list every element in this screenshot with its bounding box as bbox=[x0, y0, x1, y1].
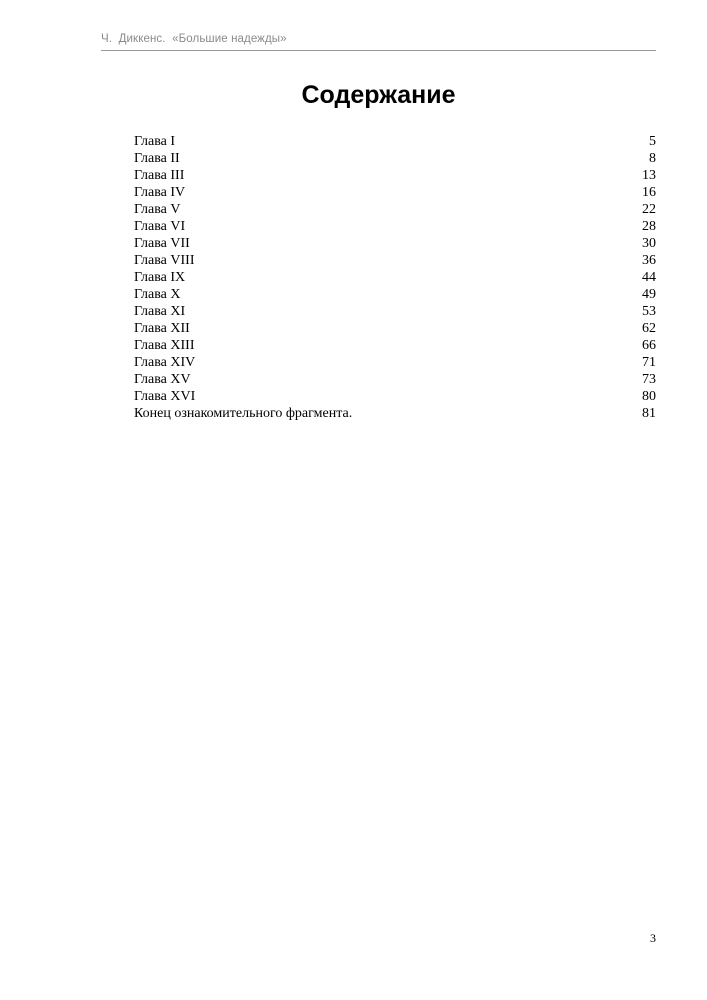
page-title: Содержание bbox=[301, 81, 456, 109]
page-number: 3 bbox=[650, 931, 656, 945]
toc-entry-page: 62 bbox=[642, 321, 656, 336]
header-divider bbox=[101, 50, 656, 51]
toc-entry-page: 44 bbox=[642, 270, 656, 285]
toc-entry-page: 66 bbox=[642, 338, 656, 353]
toc-entry-page: 36 bbox=[642, 253, 656, 268]
toc-entry[interactable] bbox=[134, 405, 656, 422]
toc-entry-label[interactable]: Глава XI bbox=[134, 304, 186, 319]
toc-entry-page: 8 bbox=[649, 151, 656, 166]
toc-entry-page: 5 bbox=[649, 134, 656, 149]
toc-entry-page: 81 bbox=[642, 406, 656, 421]
toc-entry-page: 73 bbox=[642, 372, 656, 387]
toc-entry[interactable] bbox=[134, 269, 656, 286]
toc-entry[interactable] bbox=[134, 252, 656, 269]
toc-entry-label[interactable]: Глава VI bbox=[134, 219, 186, 234]
toc-entry-page: 30 bbox=[642, 236, 656, 251]
toc-entry[interactable] bbox=[134, 167, 656, 184]
toc-entry-page: 22 bbox=[642, 202, 656, 217]
toc-entry-label[interactable]: Глава I bbox=[134, 134, 176, 149]
toc-entry[interactable] bbox=[134, 303, 656, 320]
toc-entry-page: 28 bbox=[642, 219, 656, 234]
toc-entry-label[interactable]: Глава VII bbox=[134, 236, 190, 251]
toc-entry[interactable] bbox=[134, 133, 656, 150]
toc-entry-label[interactable]: Глава X bbox=[134, 287, 181, 302]
toc-entry[interactable] bbox=[134, 201, 656, 218]
toc-entry[interactable] bbox=[134, 218, 656, 235]
toc-entry-page: 13 bbox=[642, 168, 656, 183]
table-of-contents bbox=[134, 133, 656, 422]
toc-entry[interactable] bbox=[134, 354, 656, 371]
toc-entry[interactable] bbox=[134, 371, 656, 388]
toc-entry-page: 53 bbox=[642, 304, 656, 319]
toc-entry-page: 49 bbox=[642, 287, 656, 302]
toc-entry-page: 16 bbox=[642, 185, 656, 200]
toc-entry[interactable] bbox=[134, 320, 656, 337]
toc-entry[interactable] bbox=[134, 184, 656, 201]
toc-entry-label[interactable]: Глава XIV bbox=[134, 355, 196, 370]
toc-entry-label[interactable]: Глава XII bbox=[134, 321, 190, 336]
toc-entry[interactable] bbox=[134, 235, 656, 252]
toc-entry-label[interactable]: Глава V bbox=[134, 202, 181, 217]
toc-entry-page: 80 bbox=[642, 389, 656, 404]
toc-entry[interactable] bbox=[134, 337, 656, 354]
toc-entry-label[interactable]: Глава XV bbox=[134, 372, 191, 387]
toc-entry-label[interactable]: Конец ознакомительного фрагмента. bbox=[134, 406, 353, 421]
toc-entry[interactable] bbox=[134, 150, 656, 167]
toc-entry-label[interactable]: Глава IX bbox=[134, 270, 186, 285]
toc-entry-label[interactable]: Глава XIII bbox=[134, 338, 195, 353]
toc-entry-label[interactable]: Глава XVI bbox=[134, 389, 196, 404]
toc-entry[interactable] bbox=[134, 286, 656, 303]
toc-entry-label[interactable]: Глава IV bbox=[134, 185, 186, 200]
toc-entry-label[interactable]: Глава VIII bbox=[134, 253, 195, 268]
toc-entry-label[interactable]: Глава III bbox=[134, 168, 185, 183]
toc-entry[interactable] bbox=[134, 388, 656, 405]
toc-entry-page: 71 bbox=[642, 355, 656, 370]
toc-entry-label[interactable]: Глава II bbox=[134, 151, 180, 166]
running-header: Ч. Диккенс. «Большие надежды» bbox=[101, 33, 287, 45]
